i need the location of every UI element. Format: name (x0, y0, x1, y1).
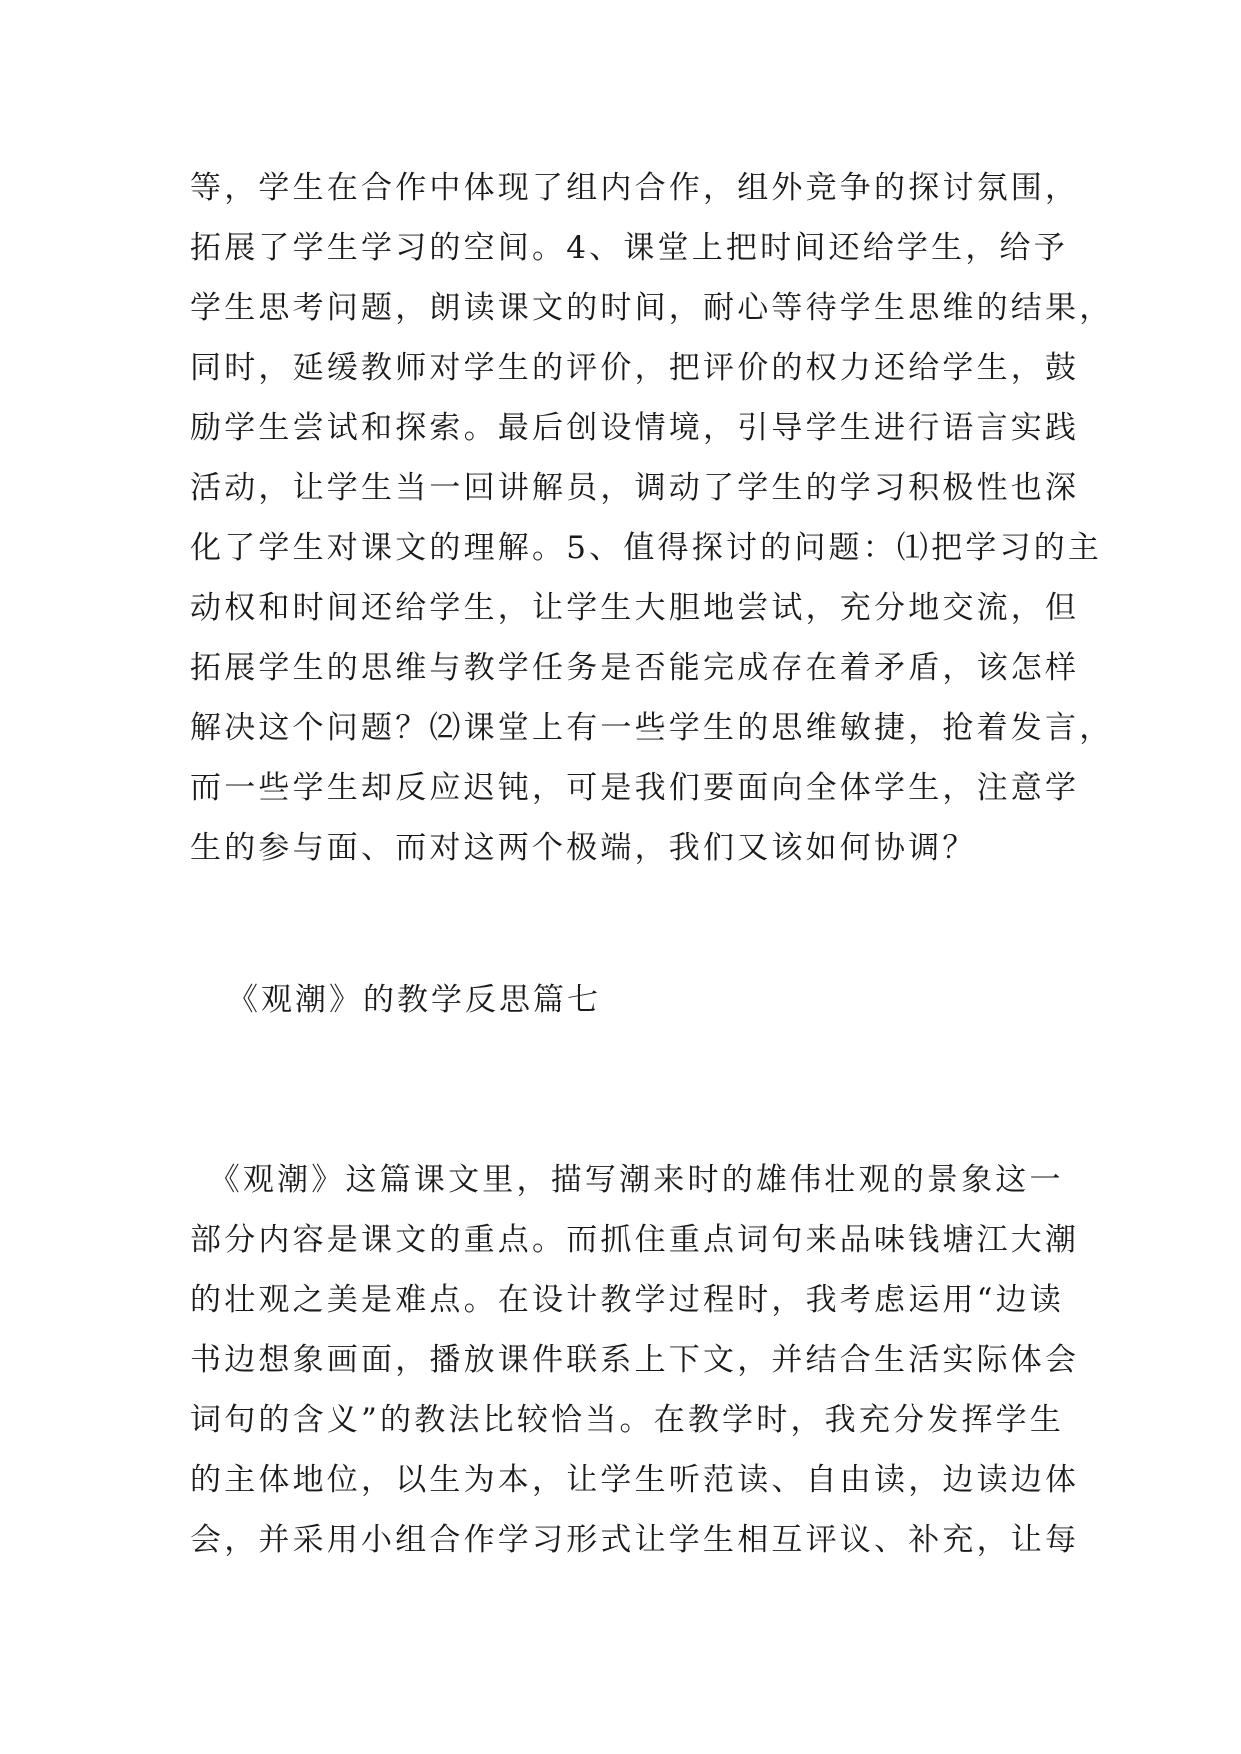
paragraph-line: 的壮观之美是难点。在设计教学过程时，我考虑运用“边读 (190, 1282, 1065, 1318)
paragraph-line: 的主体地位，以生为本，让学生听范读、自由读，边读边体 (190, 1462, 1080, 1498)
paragraph-line: 而一些学生却反应迟钝，可是我们要面向全体学生，注意学 (190, 770, 1080, 806)
paragraph-1 (190, 158, 1114, 878)
paragraph-line: 生的参与面、而对这两个极端，我们又该如何协调？ (190, 830, 977, 866)
paragraph-line: 同时，延缓教师对学生的评价，把评价的权力还给学生，鼓 (190, 350, 1080, 386)
paragraph-line: 书边想象画面，播放课件联系上下文，并结合生活实际体会 (190, 1342, 1080, 1378)
paragraph-line: 词句的含义”的教法比较恰当。在教学时，我充分发挥学生 (190, 1402, 1065, 1438)
section-heading: 《观潮》的教学反思篇七 (227, 982, 601, 1018)
paragraph-line: 拓展了学生学习的空间。4、课堂上把时间还给学生，给予 (190, 230, 1068, 266)
paragraph-line: 学生思考问题，朗读课文的时间，耐心等待学生思维的结果， (190, 290, 1114, 326)
paragraph-line: 动权和时间还给学生，让学生大胆地尝试，充分地交流，但 (190, 590, 1080, 626)
paragraph-line: 化了学生对课文的理解。5、值得探讨的问题：⑴把学习的主 (190, 530, 1103, 566)
paragraph-line: 《观潮》这篇课文里，描写潮来时的雄伟壮观的景象这一 (190, 1162, 1064, 1198)
paragraph-line: 部分内容是课文的重点。而抓住重点词句来品味钱塘江大潮 (190, 1222, 1080, 1258)
paragraph-line: 等，学生在合作中体现了组内合作，组外竞争的探讨氛围， (190, 170, 1080, 206)
paragraph-line: 解决这个问题？⑵课堂上有一些学生的思维敏捷，抢着发言， (190, 710, 1114, 746)
paragraph-line: 活动，让学生当一回讲解员，调动了学生的学习积极性也深 (190, 470, 1080, 506)
paragraph-line: 拓展学生的思维与教学任务是否能完成存在着矛盾，该怎样 (190, 650, 1080, 686)
paragraph-2 (190, 1150, 1080, 1570)
paragraph-line: 会，并采用小组合作学习形式让学生相互评议、补充，让每 (190, 1522, 1080, 1558)
paragraph-line: 励学生尝试和探索。最后创设情境，引导学生进行语言实践 (190, 410, 1080, 446)
